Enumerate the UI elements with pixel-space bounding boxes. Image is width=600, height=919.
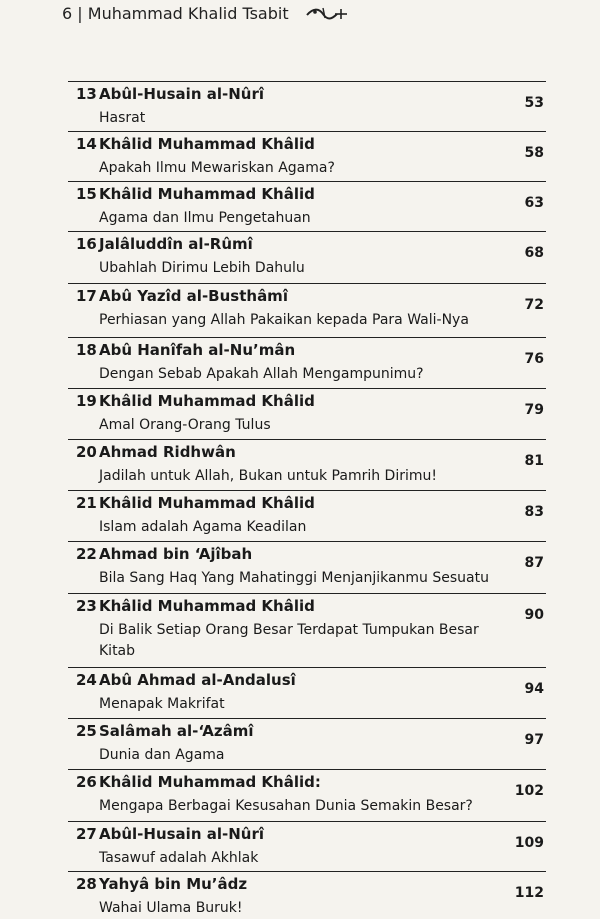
entry-divider bbox=[68, 871, 546, 872]
entry-author: Salâmah al-‘Azâmî bbox=[99, 722, 254, 740]
entry-title: Tasawuf adalah Akhlak bbox=[99, 850, 259, 866]
entry-number: 14 bbox=[76, 135, 97, 153]
entry-number: 15 bbox=[76, 185, 97, 203]
entry-author: Yahyâ bin Mu’âdz bbox=[99, 875, 248, 893]
entry-author: Abûl-Husain al-Nûrî bbox=[99, 85, 264, 103]
entry-title: Perhiasan yang Allah Pakaikan kepada Para Wali-Nya bbox=[99, 312, 469, 328]
entry-title: Mengapa Berbagai Kesusahan Dunia Semakin Besar? bbox=[99, 798, 473, 814]
entry-divider bbox=[68, 81, 546, 82]
entry-author: Khâlid Muhammad Khâlid: bbox=[99, 773, 321, 791]
entry-page-number: 90 bbox=[524, 607, 544, 623]
entry-author: Khâlid Muhammad Khâlid bbox=[99, 135, 315, 153]
entry-number: 22 bbox=[76, 545, 97, 563]
entry-divider bbox=[68, 769, 546, 770]
entry-page-number: 63 bbox=[524, 195, 544, 211]
entry-author: Jalâluddîn al-Rûmî bbox=[99, 235, 253, 253]
entry-divider bbox=[68, 131, 546, 132]
entry-page-number: 102 bbox=[514, 783, 544, 799]
entry-page-number: 53 bbox=[524, 95, 544, 111]
header-separator: | bbox=[77, 4, 83, 23]
entry-page-number: 87 bbox=[524, 555, 544, 571]
toc-entry bbox=[68, 667, 546, 715]
entry-divider bbox=[68, 181, 546, 182]
entry-number: 18 bbox=[76, 341, 97, 359]
entry-author: Abû Yazîd al-Busthâmî bbox=[99, 287, 288, 305]
entry-number: 26 bbox=[76, 773, 97, 791]
entry-author: Abû Hanîfah al-Nu’mân bbox=[99, 341, 296, 359]
header-author: Muhammad Khalid Tsabit bbox=[87, 4, 289, 23]
entry-number: 17 bbox=[76, 287, 97, 305]
entry-author: Khâlid Muhammad Khâlid bbox=[99, 597, 315, 615]
toc-entry bbox=[68, 439, 546, 487]
entry-title: Hasrat bbox=[99, 110, 146, 126]
entry-divider bbox=[68, 541, 546, 542]
entry-page-number: 68 bbox=[524, 245, 544, 261]
entry-author: Khâlid Muhammad Khâlid bbox=[99, 185, 315, 203]
toc-entry bbox=[68, 821, 546, 869]
entry-author: Ahmad bin ‘Ajîbah bbox=[99, 545, 253, 563]
entry-divider bbox=[68, 283, 546, 284]
header-page-number: 6 bbox=[62, 4, 73, 23]
entry-title: Ubahlah Dirimu Lebih Dahulu bbox=[99, 260, 305, 276]
toc-entry bbox=[68, 131, 546, 179]
entry-title: Dengan Sebab Apakah Allah Mengampunimu? bbox=[99, 366, 424, 382]
entry-number: 24 bbox=[76, 671, 97, 689]
entry-title: Wahai Ulama Buruk! bbox=[99, 900, 243, 916]
entry-divider bbox=[68, 821, 546, 822]
entry-number: 20 bbox=[76, 443, 97, 461]
entry-title: Amal Orang-Orang Tulus bbox=[99, 417, 271, 433]
entry-number: 25 bbox=[76, 722, 97, 740]
entry-divider bbox=[68, 337, 546, 338]
entry-page-number: 79 bbox=[524, 402, 544, 418]
entry-divider bbox=[68, 388, 546, 389]
entry-divider bbox=[68, 593, 546, 594]
entry-page-number: 72 bbox=[524, 297, 544, 313]
entry-page-number: 112 bbox=[514, 885, 544, 901]
entry-divider bbox=[68, 231, 546, 232]
entry-title: Dunia dan Agama bbox=[99, 747, 225, 763]
toc-entry bbox=[68, 871, 546, 919]
entry-number: 16 bbox=[76, 235, 97, 253]
entry-title: Bila Sang Haq Yang Mahatinggi Menjanjikanmu Sesuatu bbox=[99, 570, 489, 586]
entry-number: 21 bbox=[76, 494, 97, 512]
entry-number: 13 bbox=[76, 85, 97, 103]
toc-entry bbox=[68, 718, 546, 766]
toc-entry bbox=[68, 769, 546, 817]
entry-title: Menapak Makrifat bbox=[99, 696, 225, 712]
entry-author: Ahmad Ridhwân bbox=[99, 443, 236, 461]
entry-number: 19 bbox=[76, 392, 97, 410]
entry-number: 23 bbox=[76, 597, 97, 615]
entry-page-number: 76 bbox=[524, 351, 544, 367]
entry-page-number: 94 bbox=[524, 681, 544, 697]
entry-author: Abûl-Husain al-Nûrî bbox=[99, 825, 264, 843]
entry-title: Agama dan Ilmu Pengetahuan bbox=[99, 210, 311, 226]
entry-number: 28 bbox=[76, 875, 97, 893]
toc-entry bbox=[68, 181, 546, 229]
entry-title: Islam adalah Agama Keadilan bbox=[99, 519, 307, 535]
toc-entry bbox=[68, 81, 546, 129]
toc-entry bbox=[68, 231, 546, 279]
entry-title: Apakah Ilmu Mewariskan Agama? bbox=[99, 160, 335, 176]
entry-divider bbox=[68, 490, 546, 491]
entry-page-number: 83 bbox=[524, 504, 544, 520]
entry-author: Khâlid Muhammad Khâlid bbox=[99, 494, 315, 512]
toc-entry bbox=[68, 593, 546, 663]
entry-title: Di Balik Setiap Orang Besar Terdapat Tumpukan Besar Kitab bbox=[99, 622, 479, 659]
entry-author: Abû Ahmad al-Andalusî bbox=[99, 671, 296, 689]
entry-divider bbox=[68, 439, 546, 440]
toc-entry bbox=[68, 388, 546, 436]
toc-entry bbox=[68, 337, 546, 385]
entry-number: 27 bbox=[76, 825, 97, 843]
entry-page-number: 81 bbox=[524, 453, 544, 469]
toc-entry bbox=[68, 541, 546, 589]
toc-entry bbox=[68, 283, 546, 331]
entry-divider bbox=[68, 667, 546, 668]
entry-divider bbox=[68, 718, 546, 719]
entry-author: Khâlid Muhammad Khâlid bbox=[99, 392, 315, 410]
toc-entry bbox=[68, 490, 546, 538]
entry-page-number: 109 bbox=[514, 835, 544, 851]
entry-page-number: 58 bbox=[524, 145, 544, 161]
entry-title: Jadilah untuk Allah, Bukan untuk Pamrih Dirimu! bbox=[99, 468, 437, 484]
entry-page-number: 97 bbox=[524, 732, 544, 748]
